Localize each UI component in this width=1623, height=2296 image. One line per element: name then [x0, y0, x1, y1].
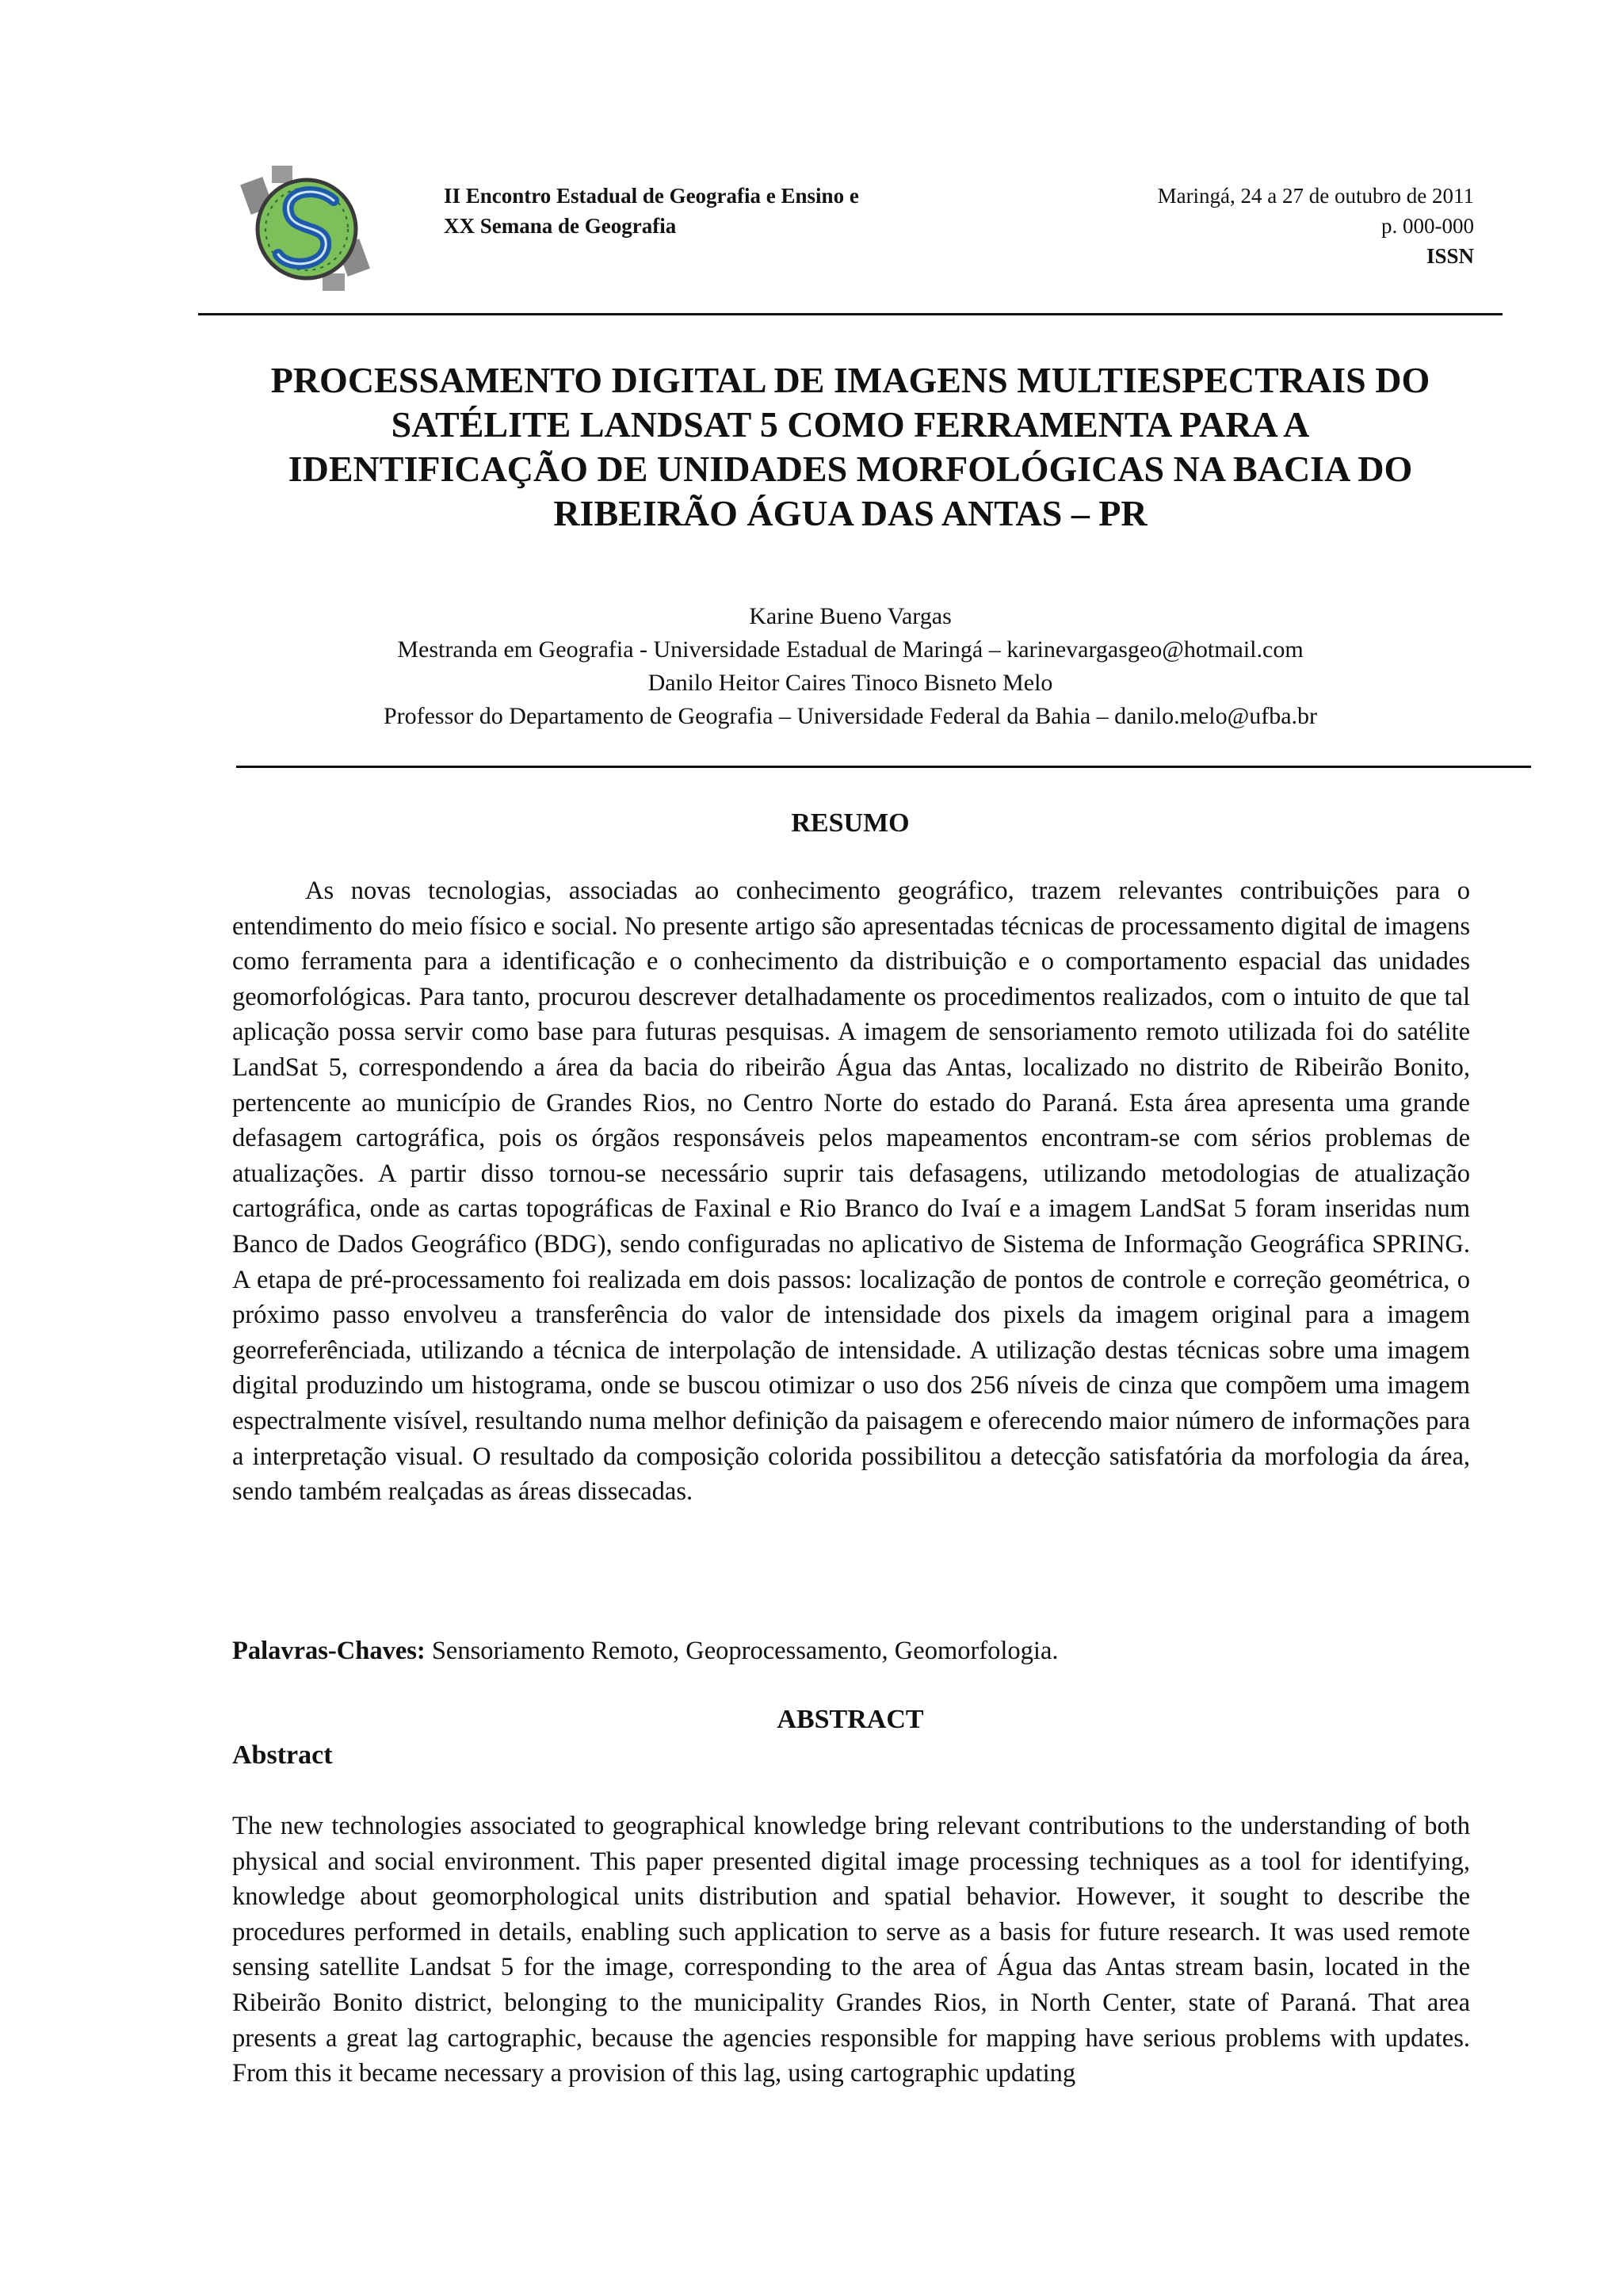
abstract-heading: ABSTRACT — [777, 1705, 924, 1734]
resumo-text: As novas tecnologias, associadas ao conhecimento geográfico, trazem relevantes contribuições para o entendimento do meio físico e social. No presente artigo são apresentadas técnicas de processamento digital de imagens como ferramenta para a identificação e o conhecimento da distribuição e o comportamento espacial das unidades geomorfológicas. Para tanto, procurou descrever detalhadamente os procedimentos realizados, com o intuito de que tal aplicação possa servir como base para futuras pesquisas. A imagem de sensoriamento remoto utilizada foi do satélite LandSat 5, correspondendo a área da bacia do ribeirão Água das Antas, localizado no distrito de Ribeirão Bonito, pertencente ao município de Grandes Rios, no Centro Norte do estado do Paraná. Esta área apresenta uma grande defasagem cartográfica, pois os órgãos responsáveis pelos mapeamentos encontram-se com sérios problemas de atualizações. A partir disso tornou-se necessário suprir tais defasagens, utilizando metodologias de atualização cartográfica, onde as cartas topográficas de Faxinal e Rio Branco do Ivaí e a imagem LandSat 5 foram inseridas num Banco de Dados Geográfico (BDG), sendo configuradas no aplicativo de Sistema de Informação Geográfica SPRING. A etapa de pré-processamento foi realizada em dois passos: localização de pontos de controle e correção geométrica, o próximo passo envolveu a transferência do valor de intensidade dos pixels da imagem original para a imagem georreferênciada, utilizando a técnica de interpolação de intensidade. A utilização destas técnicas sobre uma imagem digital produzindo um histograma, onde se buscou otimizar o uso dos 256 níveis de cinza que compõem uma imagem espectralmente visível, resultando numa melhor definição da paisagem e oferecendo maior número de informações para a interpretação visual. O resultado da composição colorida possibilitou a detecção satisfatória da morfologia da área, sendo também realçadas as áreas dissecadas. — [232, 877, 1470, 1507]
event-name — [444, 181, 859, 241]
paper-title — [198, 358, 1503, 536]
author-affiliation: Mestranda em Geografia - Universidade Estadual de Maringá – karinevargasgeo@hotmail.com — [397, 636, 1304, 663]
keywords-text: Sensoriamento Remoto, Geoprocessamento, Geomorfologia. — [425, 1637, 1059, 1665]
header-divider — [198, 313, 1503, 315]
page-range: p. 000-000 — [1381, 214, 1474, 238]
author-name: Danilo Heitor Caires Tinoco Bisneto Melo — [647, 670, 1053, 696]
abstract-label: Abstract — [232, 1740, 333, 1770]
title-line: SATÉLITE LANDSAT 5 COMO FERRAMENTA PARA A — [391, 404, 1310, 445]
authors-divider — [236, 766, 1531, 768]
event-line-1: II Encontro Estadual de Geografia e Ensino e — [444, 184, 859, 208]
event-logo — [240, 162, 373, 296]
author-name: Karine Bueno Vargas — [749, 603, 952, 629]
author-affiliation: Professor do Departamento de Geografia – Universidade Federal da Bahia – danilo.melo@ufba.br — [383, 703, 1318, 729]
keywords-label: Palavras-Chaves: — [232, 1637, 426, 1665]
resumo-heading: RESUMO — [791, 808, 910, 838]
issn: ISSN — [1426, 244, 1474, 268]
event-logo-icon — [240, 162, 373, 296]
title-line: RIBEIRÃO ÁGUA DAS ANTAS – PR — [553, 493, 1148, 533]
abstract-text: The new technologies associated to geographical knowledge bring relevant contributions to the understanding of both physical and social environment. This paper presented digital image processing techniques as a tool for identifying, knowledge about geomorphological units distribution and spatial behavior. However, it sought to describe the procedures performed in details, enabling such application to serve as a basis for future research. It was used remote sensing satellite Landsat 5 for the image, corresponding to the area of Água das Antas stream basin, located in the Ribeirão Bonito district, belonging to the municipality Grandes Rios, in North Center, state of Paraná. That area presents a great lag cartographic, because the agencies responsible for mapping have serious problems with updates. From this it became necessary a provision of this lag, using cartographic updating — [232, 1812, 1470, 2088]
event-line-2: XX Semana de Geografia — [444, 214, 677, 238]
author-block — [198, 600, 1503, 733]
title-line: IDENTIFICAÇÃO DE UNIDADES MORFOLÓGICAS NA BACIA DO — [288, 449, 1413, 489]
event-info — [1076, 181, 1474, 271]
keywords — [232, 1633, 1470, 1669]
title-line: PROCESSAMENTO DIGITAL DE IMAGENS MULTIESPECTRAIS DO — [270, 360, 1430, 400]
place-date: Maringá, 24 a 27 de outubro de 2011 — [1157, 184, 1474, 208]
